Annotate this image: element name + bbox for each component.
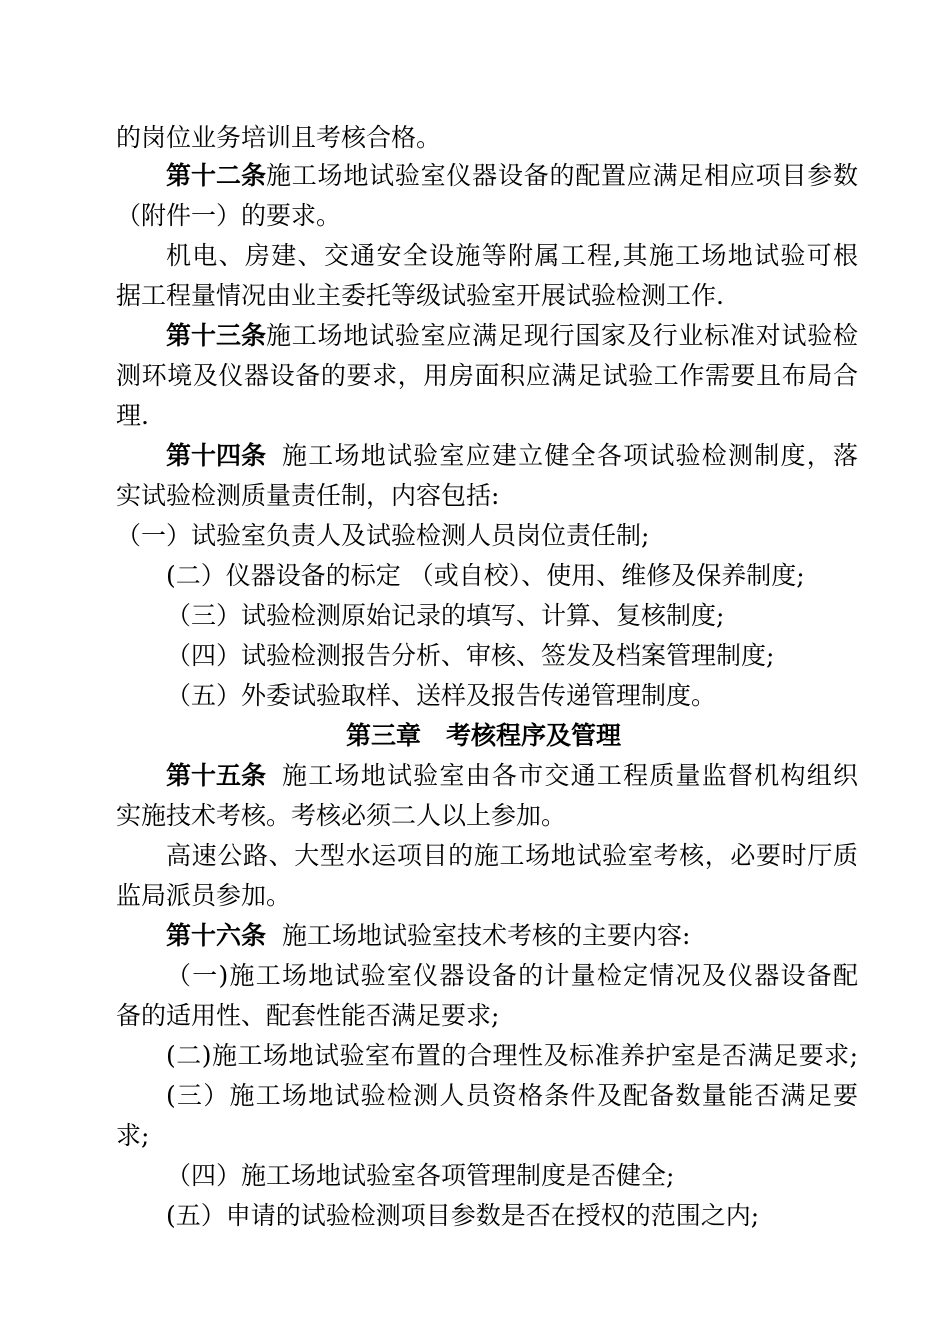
text-line: [0, 1116, 950, 1156]
text-line: [0, 356, 950, 396]
list-item-text: （四）施工场地试验室各项管理制度是否健全;: [166, 1161, 675, 1190]
line-text: 监局派员参加。: [116, 881, 292, 910]
list-item: [0, 1196, 950, 1236]
text-line: [0, 876, 950, 916]
text-line: [0, 836, 950, 876]
list-item: [0, 1156, 950, 1196]
line-text: 据工程量情况由业主委托等级试验室开展试验检测工作.: [116, 281, 724, 310]
article-13-line: [0, 316, 950, 356]
list-item-text: (二)施工场地试验室布置的合理性及标准养护室是否满足要求;: [166, 1041, 858, 1070]
list-item-text: （五）外委试验取样、送样及报告传递管理制度。: [166, 681, 717, 710]
line-text: 测环境及仪器设备的要求，用房面积应满足试验工作需要且布局合: [116, 361, 858, 390]
line-text: 实试验检测质量责任制，内容包括:: [116, 481, 500, 510]
list-item: [0, 1036, 950, 1076]
line-text: 备的适用性、配套性能否满足要求;: [116, 1001, 500, 1030]
list-item-text: (二）仪器设备的标定 （或自校）、使用、维修及保养制度;: [166, 561, 805, 590]
list-item: [0, 596, 950, 636]
article-15-line: [0, 756, 950, 796]
list-item: [0, 1076, 950, 1116]
text-line: [0, 796, 950, 836]
text-line: [0, 276, 950, 316]
line-text: （附件一）的要求。: [116, 201, 342, 230]
list-item: [0, 956, 950, 996]
line-text: 机电、房建、交通安全设施等附属工程,其施工场地试验可根: [166, 241, 858, 270]
text-line: [0, 476, 950, 516]
article-14-line: [0, 436, 950, 476]
line-text: 施工场地试验室由各市交通工程质量监督机构组织: [282, 761, 858, 790]
chapter-title: 第三章 考核程序及管理: [346, 721, 622, 750]
line-text: 施工场地试验室应建立健全各项试验检测制度，落: [282, 441, 858, 470]
line-text: 理.: [116, 401, 149, 430]
article-16-heading: 第十六条: [166, 921, 267, 950]
list-item-text: (五）申请的试验检测项目参数是否在授权的范围之内;: [166, 1201, 760, 1230]
line-text: 施工场地试验室应满足现行国家及行业标准对试验检: [266, 321, 858, 350]
article-12-line: [0, 156, 950, 196]
line-text: 求;: [116, 1121, 150, 1150]
article-13-heading: 第十三条: [166, 321, 267, 350]
line-text: 实施技术考核。考核必须二人以上参加。: [116, 801, 567, 830]
list-item-text: （三）试验检测原始记录的填写、计算、复核制度;: [166, 601, 725, 630]
list-item: [0, 676, 950, 716]
article-12-heading: 第十二条: [166, 161, 267, 190]
chapter-heading-line: [0, 716, 950, 756]
line-text: 的岗位业务培训且考核合格。: [116, 123, 442, 152]
line-text: 施工场地试验室仪器设备的配置应满足相应项目参数: [266, 161, 858, 190]
article-14-heading: 第十四条: [166, 441, 267, 470]
text-line: [0, 396, 950, 436]
list-item-text: （一）试验室负责人及试验检测人员岗位责任制;: [116, 521, 650, 550]
list-item: [0, 556, 950, 596]
line-text: 高速公路、大型水运项目的施工场地试验室考核，必要时厅质: [166, 841, 858, 870]
text-line: [0, 118, 950, 158]
text-line: [0, 196, 950, 236]
list-item-text: （四）试验检测报告分析、审核、签发及档案管理制度;: [166, 641, 775, 670]
article-15-heading: 第十五条: [166, 761, 267, 790]
list-item: [0, 636, 950, 676]
article-16-line: [0, 916, 950, 956]
list-item-text: （一)施工场地试验室仪器设备的计量检定情况及仪器设备配: [166, 961, 858, 990]
list-item-text: (三）施工场地试验检测人员资格条件及配备数量能否满足要: [166, 1081, 858, 1110]
text-line: [0, 996, 950, 1036]
list-item: [0, 516, 950, 556]
text-line: [0, 236, 950, 276]
line-text: 施工场地试验室技术考核的主要内容:: [282, 921, 691, 950]
